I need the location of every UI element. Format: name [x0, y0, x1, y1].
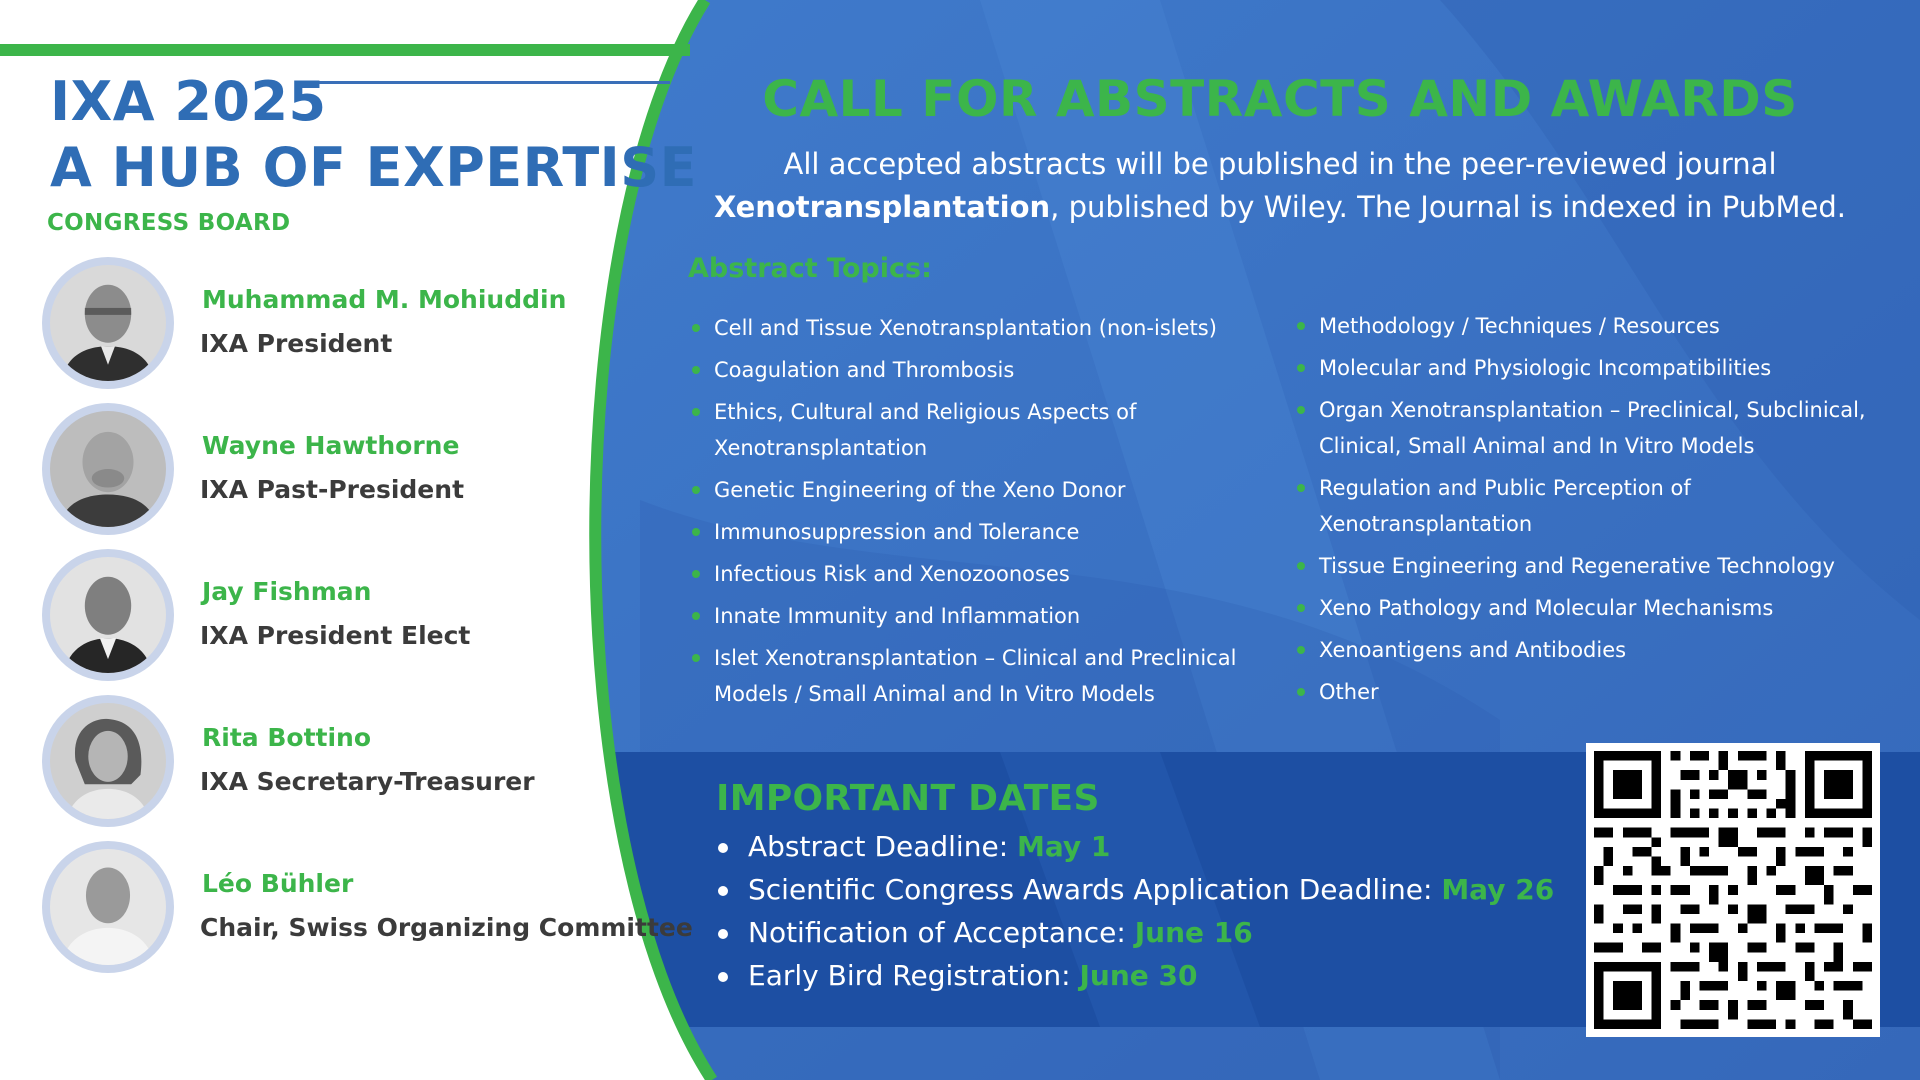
congress-title: IXA 2025 [50, 70, 327, 133]
member-name: Jay Fishman [202, 577, 372, 606]
date-value: May 26 [1441, 873, 1555, 906]
topic-item: Infectious Risk and Xenozoonoses [690, 556, 1250, 592]
congress-subtitle: A HUB OF EXPERTISE [50, 136, 698, 199]
call-for-abstracts-title: CALL FOR ABSTRACTS AND AWARDS [762, 70, 1798, 128]
member-role: IXA President [200, 329, 393, 358]
date-label: Early Bird Registration: [748, 959, 1080, 992]
member-name: Wayne Hawthorne [202, 431, 460, 460]
congress-board-label: CONGRESS BOARD [47, 210, 291, 236]
board-member [42, 695, 642, 835]
qr-code[interactable] [1586, 743, 1880, 1037]
member-role: IXA Secretary-Treasurer [200, 767, 535, 796]
date-item [712, 911, 1554, 954]
date-item [712, 868, 1554, 911]
avatar [42, 257, 174, 389]
topic-item: Xeno Pathology and Molecular Mechanisms [1295, 590, 1905, 626]
date-value: May 1 [1017, 830, 1111, 863]
topic-item: Immunosuppression and Tolerance [690, 514, 1250, 550]
important-dates-list [712, 825, 1554, 997]
topic-item: Methodology / Techniques / Resources [1295, 308, 1905, 344]
topics-list-left [690, 310, 1250, 718]
avatar [42, 695, 174, 827]
date-label: Abstract Deadline: [748, 830, 1018, 863]
avatar [42, 549, 174, 681]
board-member [42, 841, 693, 981]
portrait-photo-icon [50, 849, 166, 965]
intro-text-rest: , published by Wiley. The Journal is indexed in PubMed. [1050, 190, 1847, 224]
member-role: IXA Past-President [200, 475, 465, 504]
important-dates-heading: IMPORTANT DATES [716, 778, 1100, 819]
date-item [712, 825, 1554, 868]
portrait-photo-icon [50, 703, 166, 819]
board-member [42, 403, 642, 543]
topic-item: Ethics, Cultural and Religious Aspects of Xenotransplantation [690, 394, 1250, 466]
portrait-photo-icon [50, 557, 166, 673]
portrait-photo-icon [50, 411, 166, 527]
member-name: Muhammad M. Mohiuddin [202, 285, 567, 314]
member-role: IXA President Elect [200, 621, 471, 650]
topic-item: Islet Xenotransplantation – Clinical and Preclinical Models / Small Animal and In Vitro Models [690, 640, 1250, 712]
member-name: Rita Bottino [202, 723, 372, 752]
topic-item: Cell and Tissue Xenotransplantation (non-islets) [690, 310, 1250, 346]
topics-list-right [1295, 308, 1905, 716]
topic-item: Organ Xenotransplantation – Preclinical, Subclinical, Clinical, Small Animal and In Vitro Models [1295, 392, 1905, 464]
date-item [712, 954, 1554, 997]
board-member [42, 257, 642, 397]
date-label: Notification of Acceptance: [748, 916, 1135, 949]
topic-item: Tissue Engineering and Regenerative Technology [1295, 548, 1905, 584]
intro-text-line-1: All accepted abstracts will be published in the peer-reviewed journal [783, 147, 1777, 181]
topic-item: Innate Immunity and Inflammation [690, 598, 1250, 634]
avatar [42, 403, 174, 535]
date-value: June 30 [1079, 959, 1198, 992]
abstract-topics-heading: Abstract Topics: [688, 253, 932, 284]
avatar [42, 841, 174, 973]
topic-item: Coagulation and Thrombosis [690, 352, 1250, 388]
member-name: Léo Bühler [202, 869, 354, 898]
qr-code-icon [1594, 751, 1872, 1029]
portrait-photo-icon [50, 265, 166, 381]
member-role: Chair, Swiss Organizing Committee [200, 913, 693, 942]
topic-item: Other [1295, 674, 1905, 710]
header-green-rule [0, 44, 690, 56]
topic-item: Genetic Engineering of the Xeno Donor [690, 472, 1250, 508]
topic-item: Regulation and Public Perception of Xenotransplantation [1295, 470, 1905, 542]
date-value: June 16 [1134, 916, 1253, 949]
board-member [42, 549, 642, 689]
date-label: Scientific Congress Awards Application Deadline: [748, 873, 1442, 906]
topic-item: Xenoantigens and Antibodies [1295, 632, 1905, 668]
journal-name: Xenotransplantation [713, 190, 1051, 224]
topic-item: Molecular and Physiologic Incompatibilities [1295, 350, 1905, 386]
intro-text-line-2 [615, 190, 1920, 224]
